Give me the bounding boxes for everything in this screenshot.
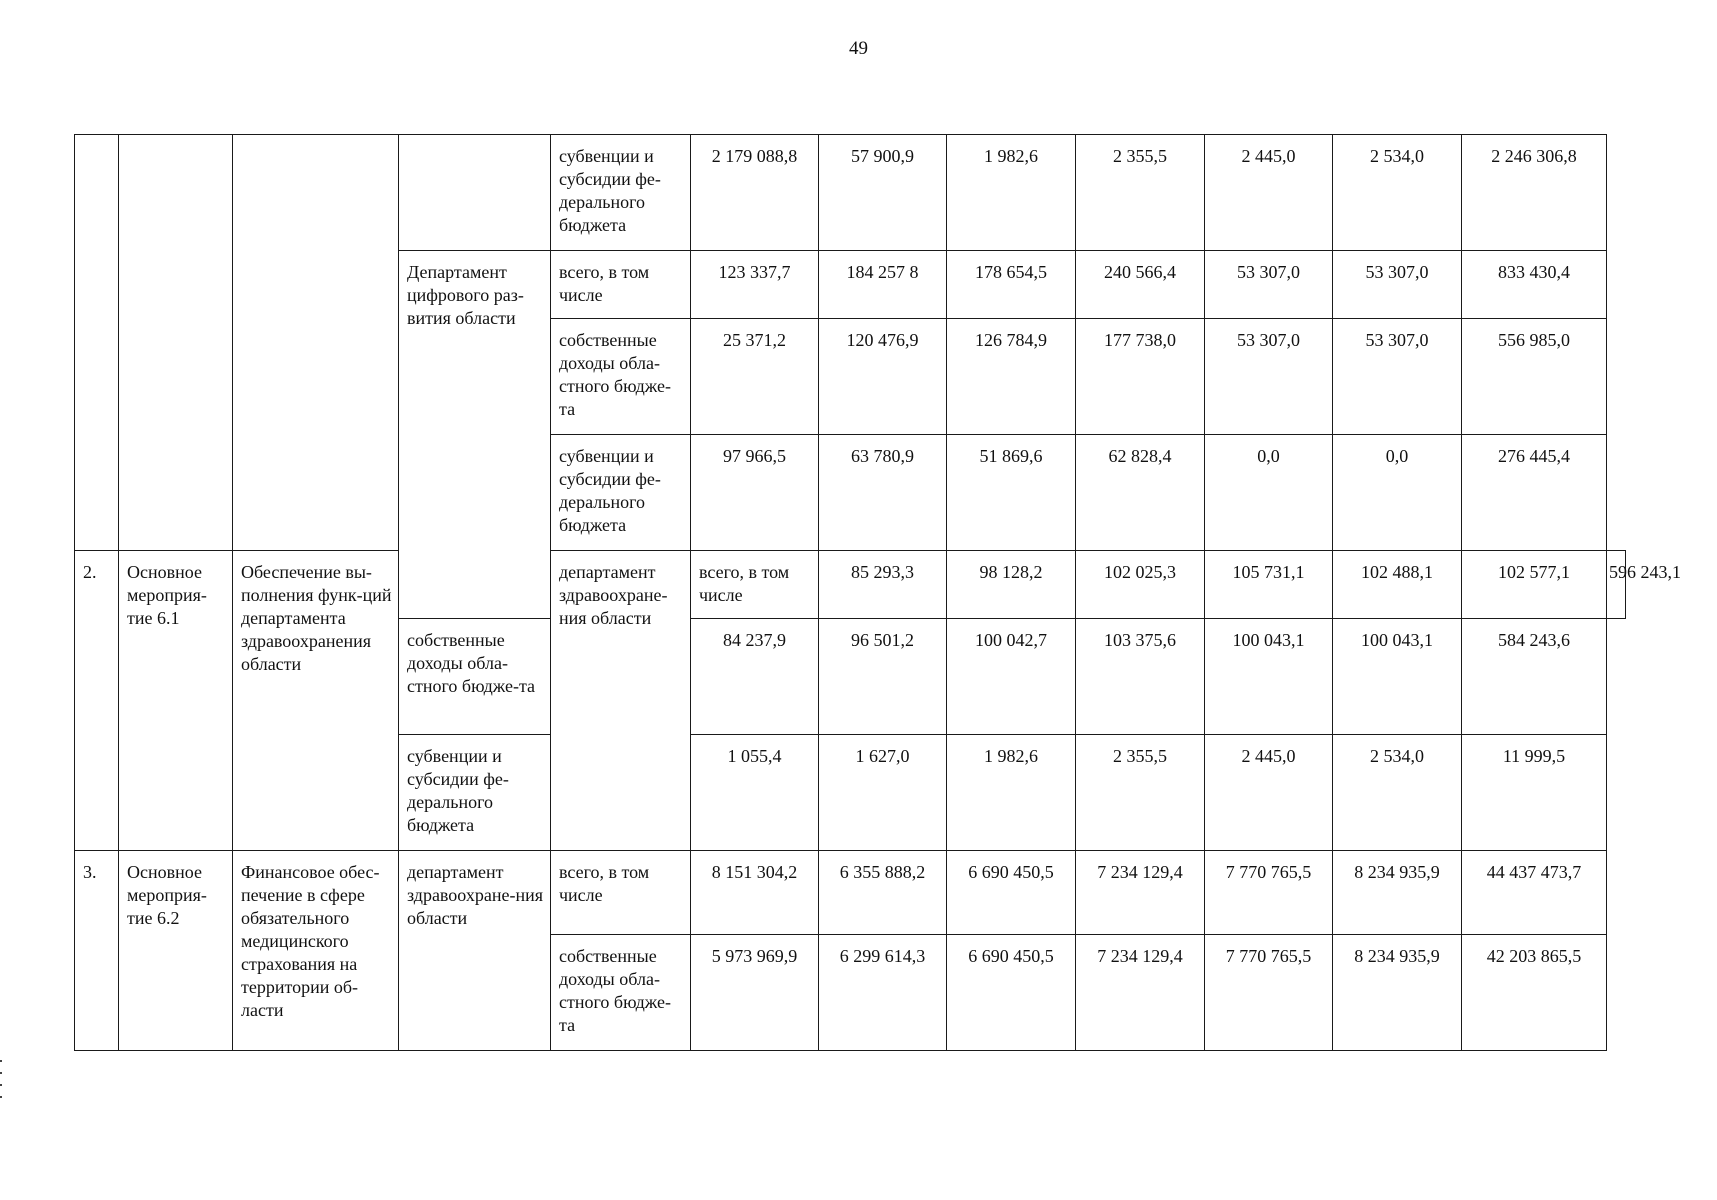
amount-cell: 105 731,1 [1205, 551, 1333, 619]
amount-cell: 7 770 765,5 [1205, 851, 1333, 935]
funding-source-cell: всего, в том числе [551, 251, 691, 319]
page-number: 49 [849, 38, 868, 59]
amount-cell: 63 780,9 [819, 435, 947, 551]
amount-cell: 6 690 450,5 [947, 851, 1076, 935]
funding-source-cell: всего, в том числе [551, 851, 691, 935]
table-row [75, 135, 1626, 251]
amount-cell: 6 299 614,3 [819, 935, 947, 1051]
activity-name-cell: Основное мероприя-тие 6.1 [119, 551, 233, 851]
amount-cell: 2 445,0 [1205, 135, 1333, 251]
amount-cell: 97 966,5 [691, 435, 819, 551]
amount-cell: 85 293,3 [819, 551, 947, 619]
amount-cell: 11 999,5 [1462, 735, 1607, 851]
amount-cell: 102 577,1 [1462, 551, 1607, 619]
amount-cell: 96 501,2 [819, 619, 947, 735]
amount-cell: 44 437 473,7 [1462, 851, 1607, 935]
row-index-cell [75, 135, 119, 551]
amount-cell: 2 179 088,8 [691, 135, 819, 251]
amount-cell: 102 488,1 [1333, 551, 1462, 619]
amount-cell: 51 869,6 [947, 435, 1076, 551]
table-row [75, 851, 1626, 935]
amount-cell: 1 982,6 [947, 135, 1076, 251]
budget-table [74, 134, 1681, 1051]
amount-cell: 126 784,9 [947, 319, 1076, 435]
amount-cell: 123 337,7 [691, 251, 819, 319]
amount-cell: 2 445,0 [1205, 735, 1333, 851]
funding-source-cell: собственные доходы обла-стного бюдже-та [551, 319, 691, 435]
funding-source-cell: собственные доходы обла-стного бюдже-та [551, 935, 691, 1051]
amount-cell: 556 985,0 [1462, 319, 1607, 435]
scan-edge-marks [0, 1060, 4, 1180]
amount-cell: 53 307,0 [1205, 319, 1333, 435]
amount-cell: 184 257 8 [819, 251, 947, 319]
amount-cell: 7 234 129,4 [1076, 935, 1205, 1051]
amount-cell: 584 243,6 [1462, 619, 1607, 735]
amount-cell: 1 055,4 [691, 735, 819, 851]
amount-cell: 53 307,0 [1205, 251, 1333, 319]
amount-cell: 178 654,5 [947, 251, 1076, 319]
amount-cell: 2 534,0 [1333, 135, 1462, 251]
amount-cell: 2 355,5 [1076, 735, 1205, 851]
amount-cell: 7 234 129,4 [1076, 851, 1205, 935]
amount-cell: 62 828,4 [1076, 435, 1205, 551]
amount-cell: 102 025,3 [1076, 551, 1205, 619]
executor-cell [399, 135, 551, 251]
activity-name-cell [119, 135, 233, 551]
amount-cell: 1 982,6 [947, 735, 1076, 851]
amount-cell: 1 627,0 [819, 735, 947, 851]
amount-cell: 596 243,1 [1607, 551, 1626, 619]
amount-cell: 120 476,9 [819, 319, 947, 435]
funding-source-cell: собственные доходы обла-стного бюдже-та [399, 619, 551, 735]
amount-cell: 53 307,0 [1333, 251, 1462, 319]
amount-cell: 84 237,9 [691, 619, 819, 735]
executor-cell: департамент здравоохране-ния области [399, 851, 551, 1051]
amount-cell: 100 042,7 [947, 619, 1076, 735]
amount-cell: 42 203 865,5 [1462, 935, 1607, 1051]
amount-cell: 7 770 765,5 [1205, 935, 1333, 1051]
amount-cell: 8 151 304,2 [691, 851, 819, 935]
amount-cell: 25 371,2 [691, 319, 819, 435]
amount-cell: 57 900,9 [819, 135, 947, 251]
table-row [75, 551, 1626, 619]
funding-source-cell: субвенции и субсидии фе-дерального бюджета [551, 435, 691, 551]
activity-description-cell [233, 135, 399, 551]
amount-cell: 2 534,0 [1333, 735, 1462, 851]
amount-cell: 0,0 [1205, 435, 1333, 551]
amount-cell: 276 445,4 [1462, 435, 1607, 551]
funding-source-cell: субвенции и субсидии фе-дерального бюджета [399, 735, 551, 851]
activity-name-cell: Основное мероприя-тие 6.2 [119, 851, 233, 1051]
funding-source-cell: всего, в том числе [691, 551, 819, 619]
amount-cell: 2 246 306,8 [1462, 135, 1607, 251]
amount-cell: 2 355,5 [1076, 135, 1205, 251]
amount-cell: 177 738,0 [1076, 319, 1205, 435]
amount-cell: 5 973 969,9 [691, 935, 819, 1051]
executor-cell: департамент здравоохране-ния области [551, 551, 691, 851]
row-index-cell: 3. [75, 851, 119, 1051]
activity-description-cell: Финансовое обес-печение в сфере обязательного медицинского страхования на территории об-ласти [233, 851, 399, 1051]
activity-description-cell: Обеспечение вы-полнения функ-ций департамента здравоохранения области [233, 551, 399, 851]
amount-cell: 6 355 888,2 [819, 851, 947, 935]
amount-cell: 103 375,6 [1076, 619, 1205, 735]
amount-cell: 8 234 935,9 [1333, 935, 1462, 1051]
row-index-cell: 2. [75, 551, 119, 851]
amount-cell: 100 043,1 [1333, 619, 1462, 735]
amount-cell: 833 430,4 [1462, 251, 1607, 319]
amount-cell: 0,0 [1333, 435, 1462, 551]
amount-cell: 240 566,4 [1076, 251, 1205, 319]
amount-cell: 6 690 450,5 [947, 935, 1076, 1051]
amount-cell: 8 234 935,9 [1333, 851, 1462, 935]
executor-cell: Департамент цифрового раз-вития области [399, 251, 551, 619]
amount-cell: 100 043,1 [1205, 619, 1333, 735]
funding-source-cell: субвенции и субсидии фе-дерального бюджета [551, 135, 691, 251]
amount-cell: 53 307,0 [1333, 319, 1462, 435]
amount-cell: 98 128,2 [947, 551, 1076, 619]
